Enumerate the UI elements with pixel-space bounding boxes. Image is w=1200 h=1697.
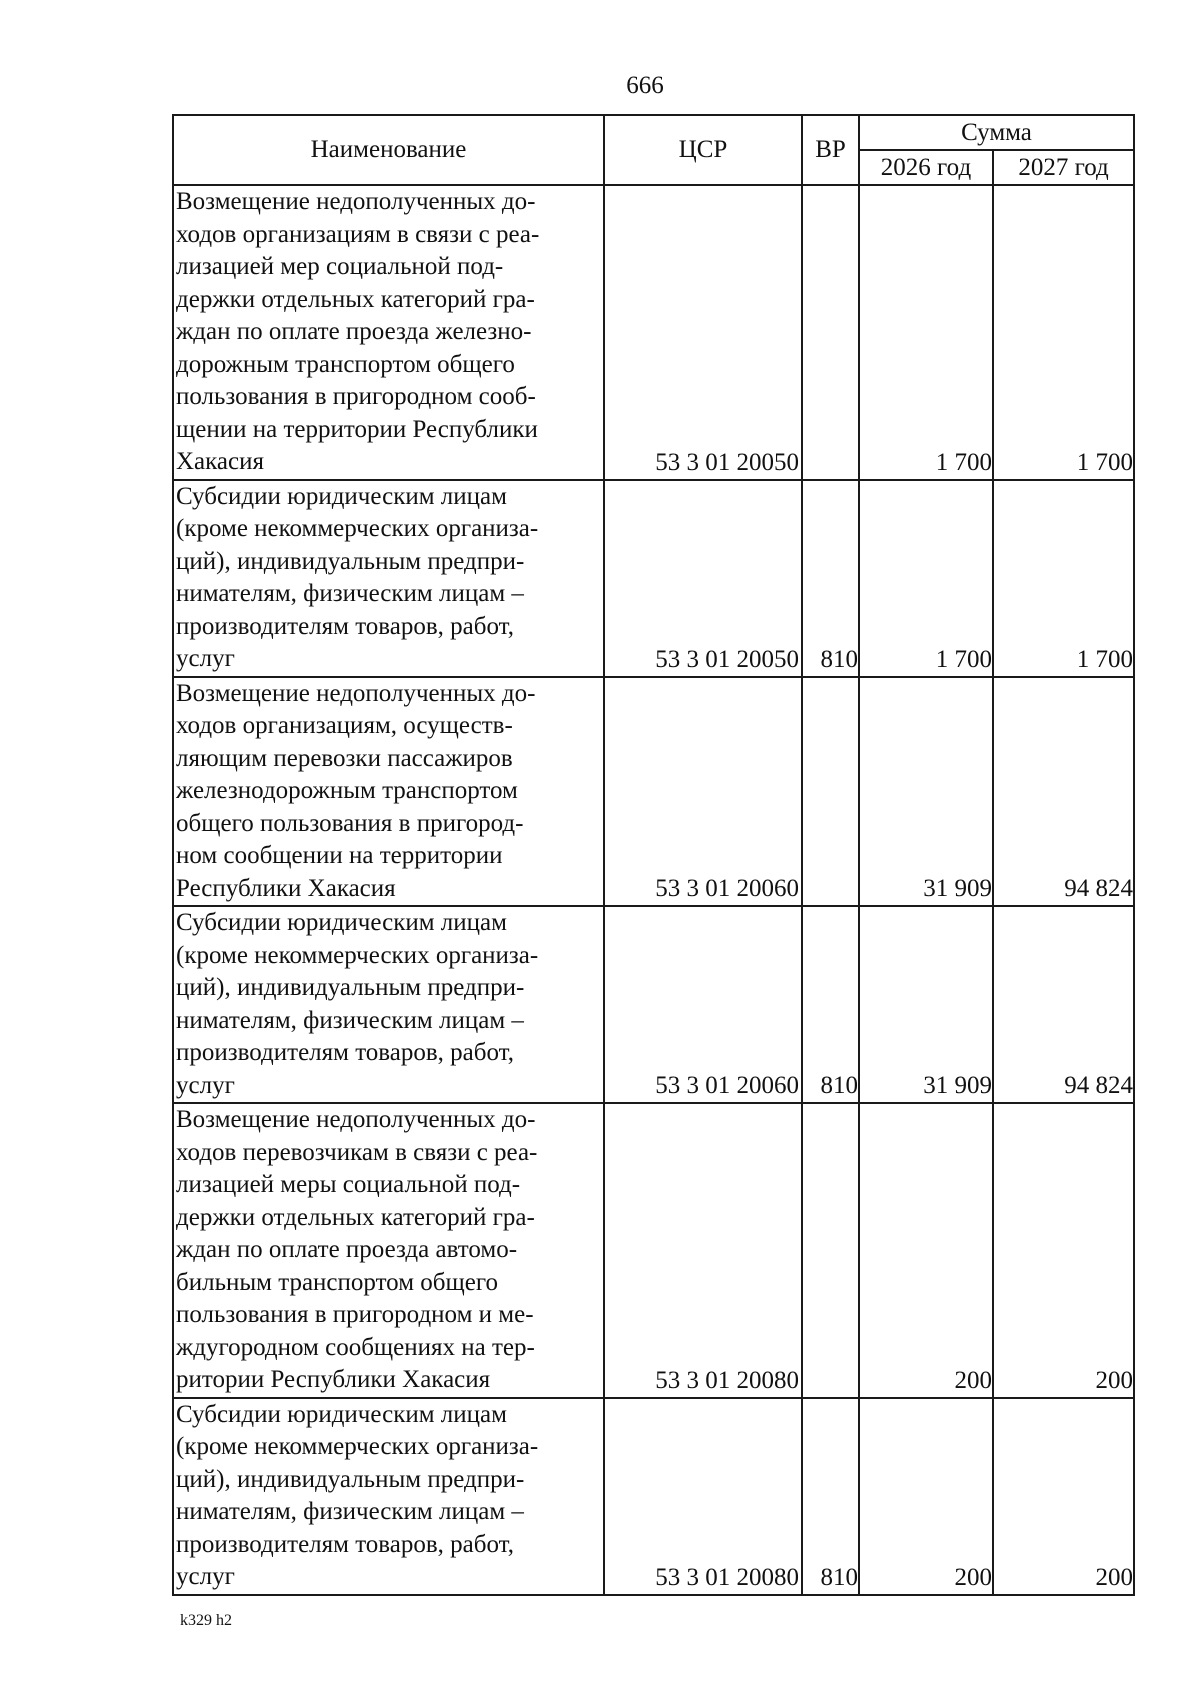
row-name-line: Возмещение недополученных до-	[176, 188, 536, 215]
row-sum-2027: 200	[993, 1398, 1134, 1595]
row-csr: 53 3 01 20050	[604, 185, 802, 480]
row-vr	[802, 677, 859, 907]
row-name-line: ляющим перевозки пассажиров	[176, 744, 513, 772]
row-name-line: нимателям, физическим лицам –	[176, 1498, 524, 1525]
row-vr: 810	[802, 906, 859, 1103]
row-name-line: железнодорожным транспортом	[176, 777, 518, 804]
table-row	[173, 906, 1134, 1103]
row-name	[173, 1398, 604, 1595]
row-vr: 810	[802, 480, 859, 677]
row-name-line: держки отдельных категорий гра-	[176, 285, 535, 313]
row-name	[173, 480, 604, 677]
row-vr	[802, 185, 859, 480]
row-name-line: ходов организациям, осуществ-	[176, 712, 513, 739]
row-name-line: производителям товаров, работ,	[176, 1530, 514, 1558]
header-year-2026: 2026 год	[859, 150, 993, 185]
row-sum-2027: 200	[993, 1103, 1134, 1398]
row-name-line: пользования в пригородном сооб-	[176, 383, 536, 410]
row-name-line: щении на территории Республики	[176, 415, 538, 443]
page-number: 666	[626, 72, 664, 99]
row-name-line: Возмещение недополученных до-	[176, 679, 536, 707]
row-name-line: держки отдельных категорий гра-	[176, 1203, 535, 1231]
row-name-line: ций), индивидуальным предпри-	[176, 547, 525, 575]
row-name-line: лизацией меры социальной под-	[176, 1171, 521, 1198]
row-name-line: Субсидии юридическим лицам	[176, 482, 507, 510]
row-name-line: Возмещение недополученных до-	[176, 1106, 536, 1133]
row-sum-2027: 1 700	[993, 185, 1134, 480]
row-name-line: Хакасия	[176, 448, 264, 475]
row-name-line: Субсидии юридическим лицам	[176, 1400, 507, 1428]
header-year-2027: 2027 год	[993, 150, 1134, 185]
table-row	[173, 677, 1134, 907]
table-row	[173, 1103, 1134, 1398]
row-name	[173, 1103, 604, 1398]
row-name-line: ходов перевозчикам в связи с реа-	[176, 1138, 538, 1166]
row-name-line: ном сообщении на территории	[176, 842, 503, 869]
row-sum-2026: 1 700	[859, 480, 993, 677]
table-row	[173, 185, 1134, 480]
row-vr	[802, 1103, 859, 1398]
row-name-line: ждан по оплате проезда автомо-	[176, 1236, 518, 1263]
row-name-line: Субсидии юридическим лицам	[176, 909, 507, 936]
row-csr: 53 3 01 20080	[604, 1398, 802, 1595]
row-name-line: общего пользования в пригород-	[176, 809, 524, 837]
row-name-line: нимателям, физическим лицам –	[176, 580, 524, 607]
table-body	[173, 185, 1134, 1595]
row-sum-2027: 94 824	[993, 906, 1134, 1103]
row-name	[173, 185, 604, 480]
row-name-line: ций), индивидуальным предпри-	[176, 1465, 525, 1493]
row-sum-2026: 31 909	[859, 906, 993, 1103]
row-name-line: дорожным транспортом общего	[176, 350, 515, 378]
row-name-line: лизацией мер социальной под-	[176, 253, 504, 280]
row-name	[173, 906, 604, 1103]
row-name-line: нимателям, физическим лицам –	[176, 1006, 524, 1034]
row-name-line: услуг	[176, 1563, 235, 1590]
header-name: Наименование	[173, 115, 604, 185]
row-name-line: услуг	[176, 1071, 235, 1099]
row-name-line: производителям товаров, работ,	[176, 612, 514, 640]
row-sum-2027: 94 824	[993, 677, 1134, 907]
row-sum-2027: 1 700	[993, 480, 1134, 677]
budget-table	[172, 114, 1135, 1596]
row-name-line: производителям товаров, работ,	[176, 1039, 514, 1066]
table-row	[173, 480, 1134, 677]
row-sum-2026: 200	[859, 1103, 993, 1398]
row-sum-2026: 200	[859, 1398, 993, 1595]
header-sum: Сумма	[859, 115, 1134, 150]
row-name-line: (кроме некоммерческих организа-	[176, 515, 539, 542]
row-name-line: ходов организациям в связи с реа-	[176, 220, 540, 248]
row-csr: 53 3 01 20080	[604, 1103, 802, 1398]
row-name-line: пользования в пригородном и ме-	[176, 1301, 534, 1328]
row-csr: 53 3 01 20060	[604, 906, 802, 1103]
header-csr: ЦСР	[604, 115, 802, 185]
row-name-line: (кроме некоммерческих организа-	[176, 941, 539, 969]
row-name-line: услуг	[176, 645, 235, 672]
row-vr: 810	[802, 1398, 859, 1595]
row-name-line: ритории Республики Хакасия	[176, 1366, 491, 1393]
row-name-line: ждугородном сообщениях на тер-	[176, 1333, 535, 1361]
row-name	[173, 677, 604, 907]
row-name-line: ждан по оплате проезда железно-	[176, 318, 532, 345]
table-row	[173, 1398, 1134, 1595]
row-name-line: Республики Хакасия	[176, 874, 396, 902]
row-csr: 53 3 01 20060	[604, 677, 802, 907]
header-vr: ВР	[802, 115, 859, 185]
footer-code: k329 h2	[180, 1612, 232, 1629]
row-csr: 53 3 01 20050	[604, 480, 802, 677]
row-name-line: ций), индивидуальным предпри-	[176, 974, 525, 1001]
row-sum-2026: 1 700	[859, 185, 993, 480]
row-sum-2026: 31 909	[859, 677, 993, 907]
row-name-line: бильным транспортом общего	[176, 1268, 498, 1296]
row-name-line: (кроме некоммерческих организа-	[176, 1433, 539, 1460]
